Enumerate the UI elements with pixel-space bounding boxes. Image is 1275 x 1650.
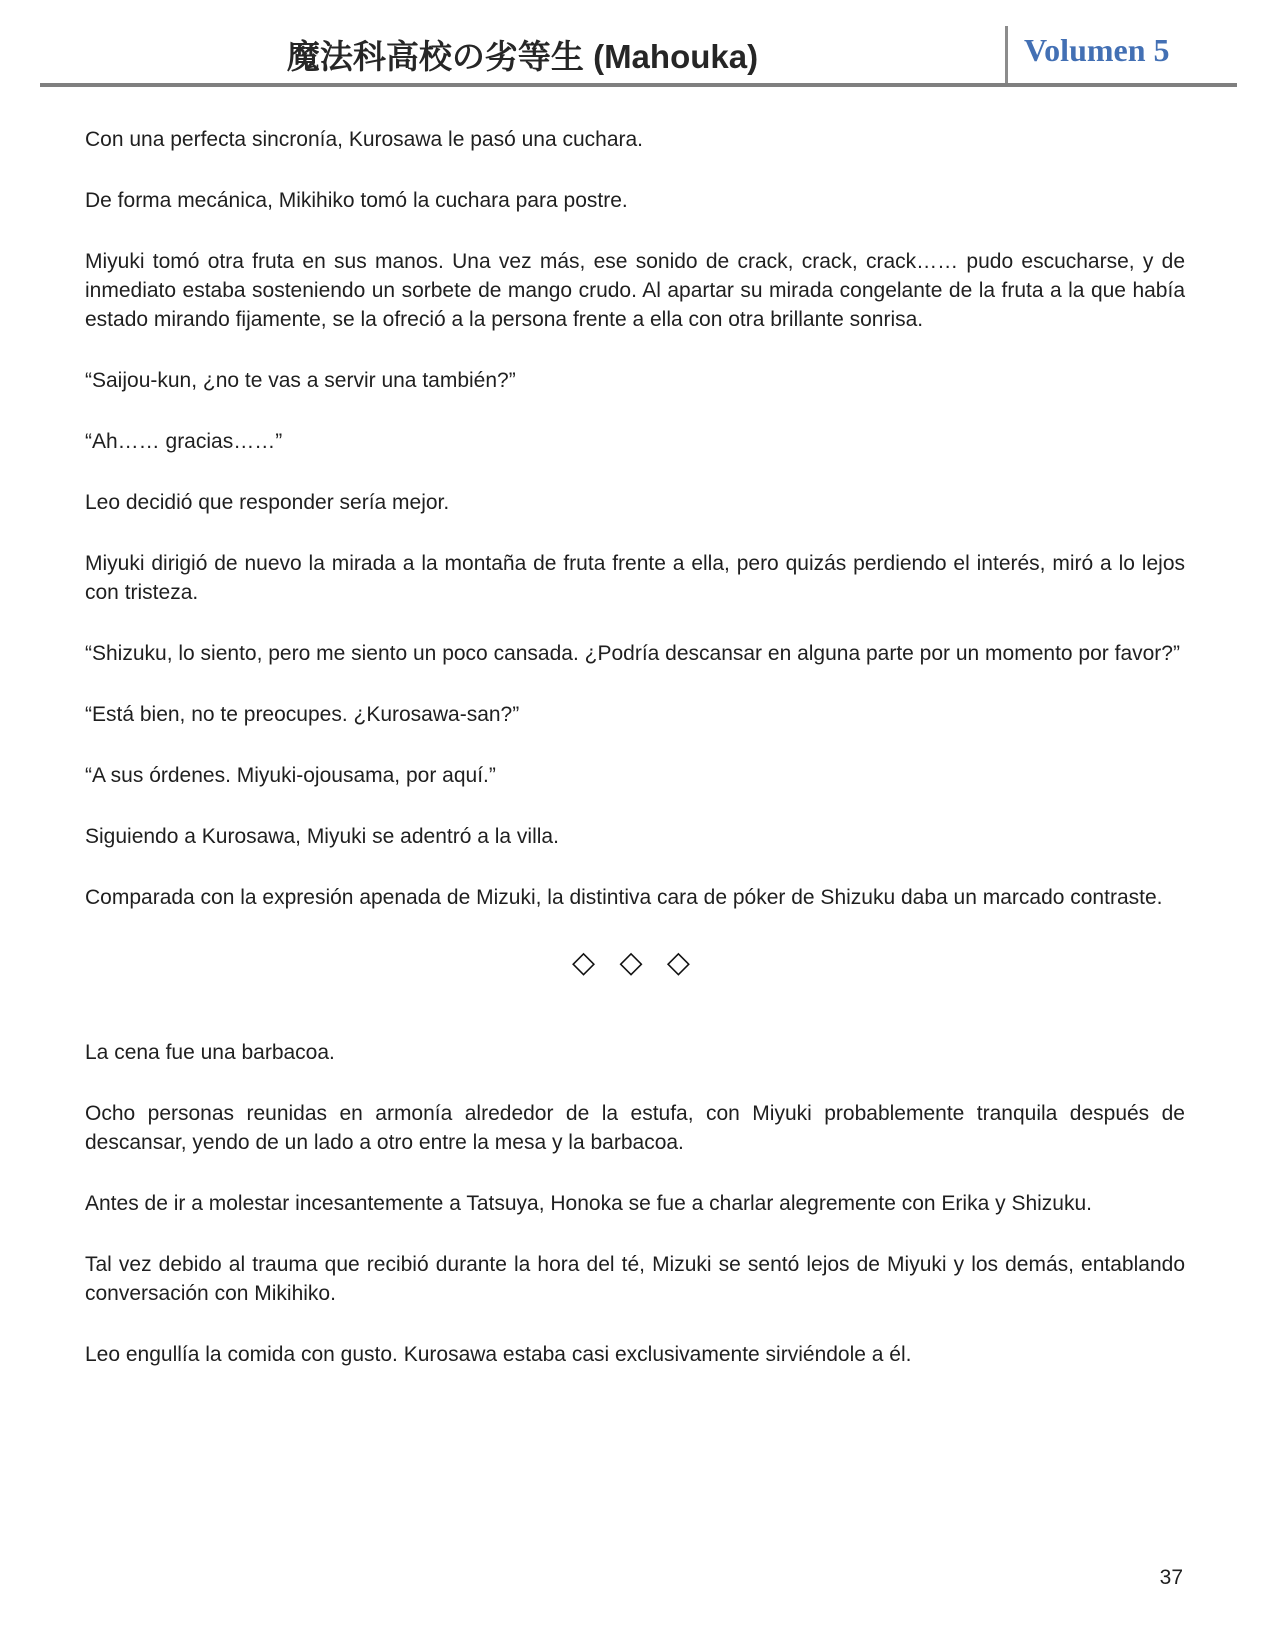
paragraph: “Está bien, no te preocupes. ¿Kurosawa-san?” xyxy=(85,703,520,726)
page-title-japanese: 魔法科高校の劣等生 xyxy=(286,40,584,76)
paragraph: “Ah…… gracias……” xyxy=(85,430,283,453)
volume-label: Volumen 5 xyxy=(1005,26,1237,83)
scene-separator: ◇ ◇ ◇ xyxy=(572,946,698,979)
paragraph: Leo engullía la comida con gusto. Kurosawa estaba casi exclusivamente sirviéndole a él. xyxy=(85,1343,912,1366)
paragraph: Ocho personas reunidas en armonía alrededor de la estufa, con Miyuki probablemente tranquila después de descansar, yendo de un lado a otro entre la mesa y la barbacoa. xyxy=(85,1102,1185,1154)
paragraph: “Shizuku, lo siento, pero me siento un poco cansada. ¿Podría descansar en alguna parte por un momento por favor?” xyxy=(85,642,1180,665)
page-title xyxy=(40,31,1005,83)
page-title-romaji: (Mahouka) xyxy=(583,38,759,75)
paragraphs-bottom xyxy=(85,1038,1185,1369)
paragraph: “A sus órdenes. Miyuki-ojousama, por aquí.” xyxy=(85,764,496,787)
paragraph: Leo decidió que responder sería mejor. xyxy=(85,491,450,514)
page-header xyxy=(40,0,1237,87)
paragraph: Tal vez debido al trauma que recibió durante la hora del té, Mizuki se sentó lejos de Miyuki y los demás, entablando conversación con Mikihiko. xyxy=(85,1253,1185,1305)
paragraph: La cena fue una barbacoa. xyxy=(85,1041,335,1064)
paragraph: Antes de ir a molestar incesantemente a Tatsuya, Honoka se fue a charlar alegremente con Erika y Shizuku. xyxy=(85,1192,1092,1215)
paragraph: De forma mecánica, Mikihiko tomó la cuchara para postre. xyxy=(85,189,628,212)
paragraph: Comparada con la expresión apenada de Mizuki, la distintiva cara de póker de Shizuku daba un marcado contraste. xyxy=(85,886,1163,909)
page-number: 37 xyxy=(1159,1566,1183,1589)
paragraph: Con una perfecta sincronía, Kurosawa le pasó una cuchara. xyxy=(85,128,644,151)
paragraph: Miyuki dirigió de nuevo la mirada a la montaña de fruta frente a ella, pero quizás perdiendo el interés, miró a lo lejos con tristeza. xyxy=(85,552,1185,604)
paragraph: “Saijou-kun, ¿no te vas a servir una también?” xyxy=(85,369,516,392)
page-body xyxy=(85,87,1185,1369)
paragraphs-top xyxy=(85,125,1185,912)
paragraph: Miyuki tomó otra fruta en sus manos. Una vez más, ese sonido de crack, crack, crack…… pudo escucharse, y de inmediato estaba sosteniendo un sorbete de mango crudo. Al apartar su mirada congelante de la fruta a la que había estado mirando fijamente, se la ofreció a la persona frente a ella con otra brillante sonrisa. xyxy=(85,250,1185,331)
paragraph: Siguiendo a Kurosawa, Miyuki se adentró a la villa. xyxy=(85,825,559,848)
